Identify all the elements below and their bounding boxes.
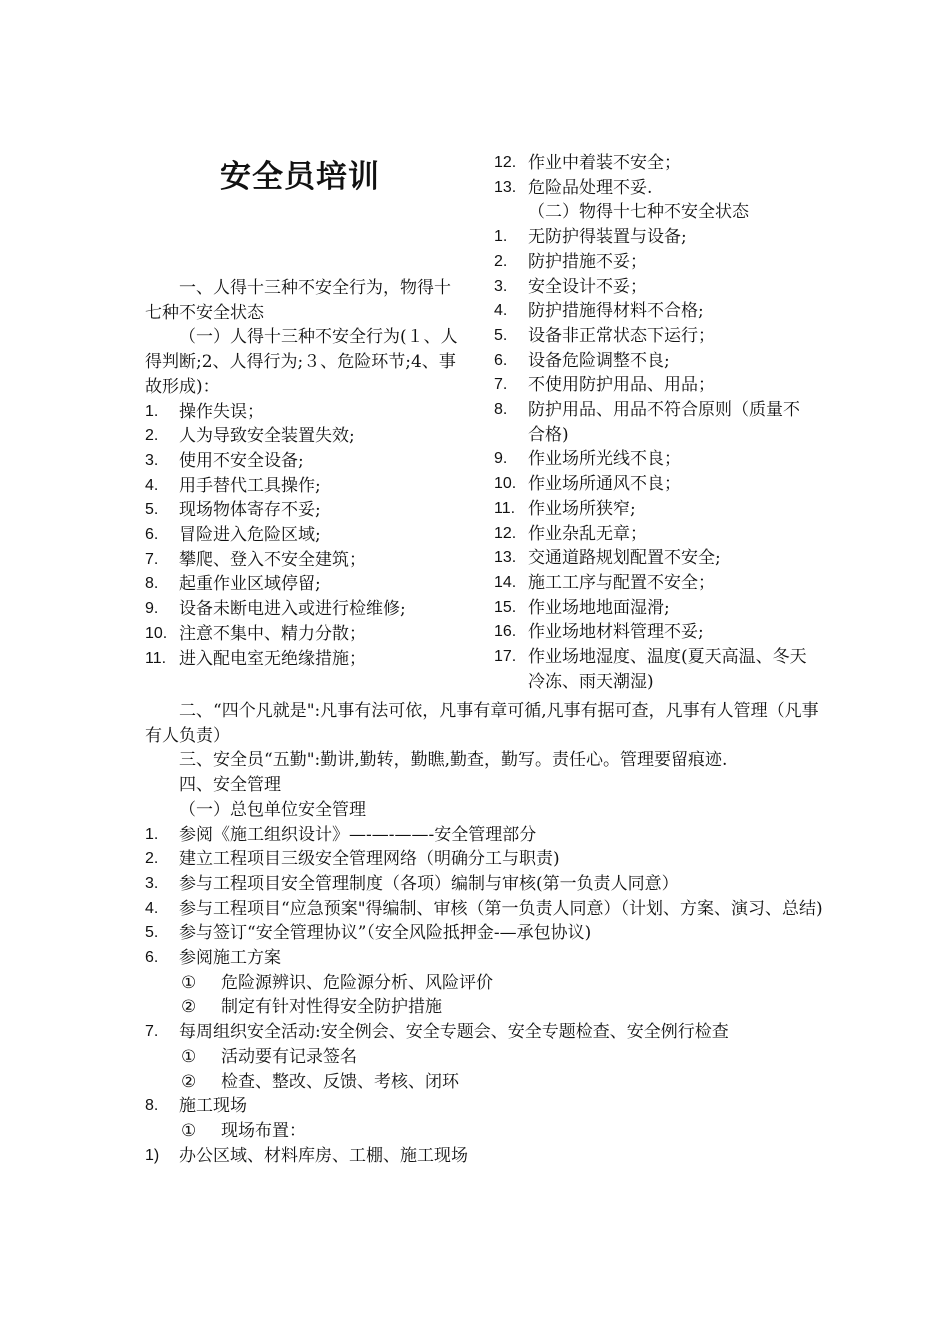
right-column: [494, 151, 812, 694]
list-item: 7. 每周组织安全活动:安全例会、安全专题会、安全专题检查、安全例行检查: [145, 1022, 729, 1043]
list-item: 2. 人为导致安全装置失效;: [145, 426, 355, 447]
list-item: 5. 设备非正常状态下运行；: [494, 325, 715, 346]
list-item: 16. 作业场地材料管理不妥;: [494, 622, 704, 643]
list-item: 6. 设备危险调整不良;: [494, 350, 670, 371]
list-item: 3. 使用不安全设备;: [145, 450, 304, 471]
list-item: 7. 攀爬、登入不安全建筑；: [145, 549, 366, 570]
sub-list-item: ① 活动要有记录签名: [181, 1046, 357, 1067]
subsection-heading-human: （一）人得十三种不安全行为(１、人得判断;2、人得行为;３、危险环节;4、事故形成)：: [145, 327, 458, 397]
object-unsafe-list: [494, 225, 812, 694]
section-heading-1: 一、人得十三种不安全行为，物得十七种不安全状态: [145, 278, 451, 323]
list-item: 12. 作业杂乱无章；: [494, 523, 647, 544]
list-item: 1. 无防护得装置与设备;: [494, 227, 687, 248]
list-item: 11. 进入配电室无绝缘措施；: [145, 648, 366, 669]
list-item: 2. 建立工程项目三级安全管理网络（明确分工与职责): [145, 849, 560, 870]
list-item: 1) 办公区域、材料库房、工棚、施工现场: [145, 1145, 468, 1166]
list-item: 13. 交通道路规划配置不安全;: [494, 548, 721, 569]
list-item: 5. 参与签订“安全管理协议”（安全风险抵押金-—承包协议): [145, 923, 592, 944]
human-unsafe-list: [145, 400, 467, 672]
list-item: 3. 安全设计不妥；: [494, 276, 647, 297]
list-item: 1. 操作失误；: [145, 401, 264, 422]
page-title: 安全员培训: [220, 159, 380, 195]
list-item: 14. 施工工序与配置不安全；: [494, 572, 715, 593]
sub-list-item: ① 现场布置：: [181, 1120, 306, 1141]
list-item: 9. 作业场所光线不良；: [494, 449, 681, 470]
list-item: 11. 作业场所狭窄;: [494, 498, 636, 519]
list-item: 1. 参阅《施工组织设计》—-—-——-安全管理部分: [145, 824, 537, 845]
list-item: 8. 防护用品、用品不符合原则（质量不合格): [494, 400, 800, 445]
list-item: 8. 施工现场: [145, 1096, 247, 1117]
list-item: 9. 设备未断电进入或进行检维修;: [145, 599, 406, 620]
list-item: 10. 作业场所通风不良；: [494, 474, 681, 495]
sub-list-item: ② 制定有针对性得安全防护措施: [181, 997, 442, 1018]
list-item: 10. 注意不集中、精力分散；: [145, 623, 366, 644]
list-item: 4. 参与工程项目“应急预案"得编制、审核（第一负责人同意）（计划、方案、演习、总结): [145, 898, 823, 919]
list-item: 13. 危险品处理不妥.: [494, 177, 653, 198]
list-item: 4. 防护措施得材料不合格;: [494, 301, 704, 322]
list-item: 6. 参阅施工方案: [145, 948, 281, 969]
list-item: 12. 作业中着装不安全；: [494, 153, 681, 173]
list-item: 2. 防护措施不妥；: [494, 251, 647, 272]
list-item: 4. 用手替代工具操作;: [145, 475, 321, 496]
list-item: 8. 起重作业区域停留;: [145, 574, 321, 595]
list-item: 7. 不使用防护用品、用品；: [494, 375, 715, 396]
list-item: 3. 参与工程项目安全管理制度（各项）编制与审核(第一负责人同意）: [145, 873, 679, 894]
section-heading-3: 三、安全员“五勤":勤讲,勤转，勤瞧,勤查，勤写。责任心。管理要留痕迹.: [179, 750, 728, 771]
section-heading-4: 四、安全管理: [179, 775, 281, 796]
left-column: [145, 276, 467, 671]
list-item: 6. 冒险进入危险区域;: [145, 525, 321, 546]
sub-list-item: ② 检查、整改、反馈、考核、闭环: [181, 1071, 459, 1092]
subsection-heading-contractor: （一）总包单位安全管理: [179, 799, 366, 820]
list-item: 17. 作业场地湿度、温度(夏天高温、冬天冷冻、雨天潮湿): [494, 647, 807, 692]
management-section: [145, 699, 835, 1168]
section-heading-2: 二、“四个凡就是":凡事有法可依，凡事有章可循,凡事有据可查，凡事有人管理（凡事有人负责）: [145, 701, 819, 746]
sub-list-item: ① 危险源辨识、危险源分析、风险评价: [181, 972, 493, 993]
list-item: 15. 作业场地地面湿滑;: [494, 597, 670, 618]
subsection-heading-object: （二）物得十七种不安全状态: [528, 202, 749, 223]
list-item: 5. 现场物体寄存不妥;: [145, 500, 321, 521]
